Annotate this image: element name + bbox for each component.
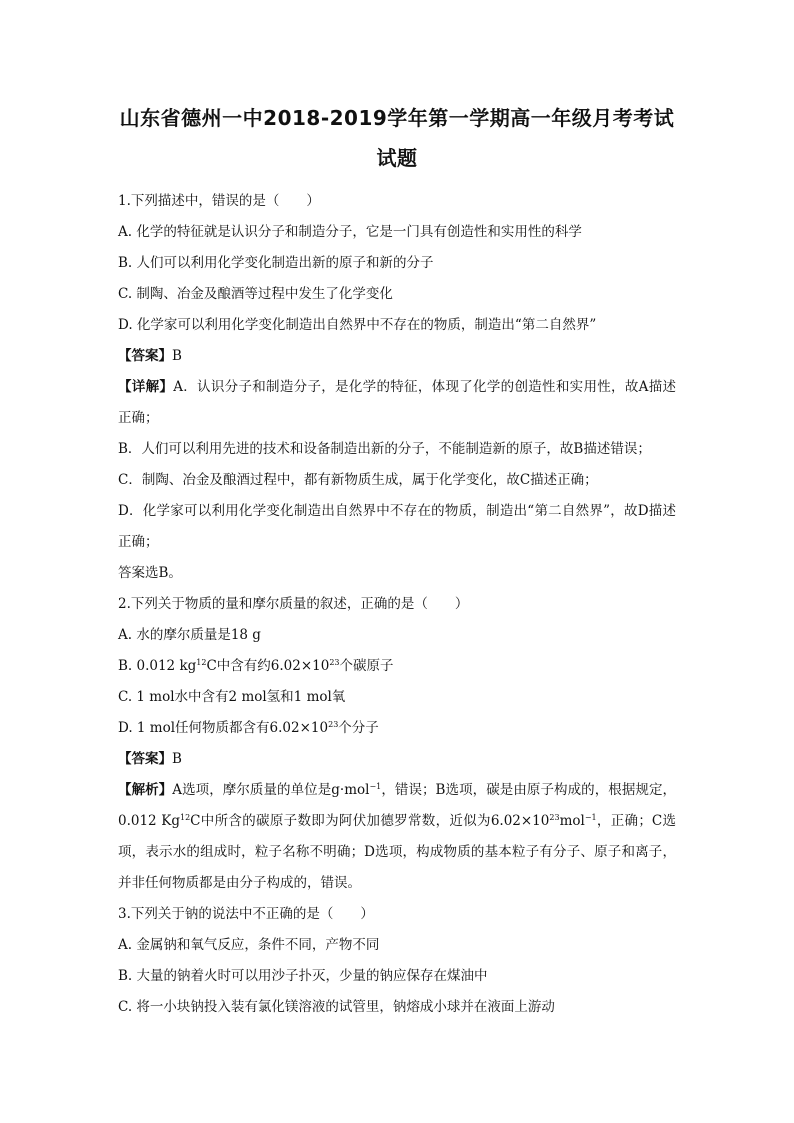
- option-a: A. 水的摩尔质量是18 g: [118, 627, 261, 643]
- analysis-part5: ，正确；C选项，表示水的组成时，粒子名称不明确；D选项，构成物质的基本粒子有分子、原子和离子，并非任何物质都是由分子构成的，错误。: [118, 813, 676, 891]
- analysis-line-a: [118, 372, 676, 434]
- question-stem: 2.下列关于物质的量和摩尔质量的叙述，正确的是（ ）: [118, 596, 469, 612]
- document-title: [118, 98, 676, 178]
- question-1: [118, 186, 676, 589]
- question-2: [118, 589, 676, 899]
- option-c: C. 1 mol水中含有2 mol氢和1 mol氧: [118, 689, 346, 705]
- analysis-conclusion: 答案选B。: [118, 565, 182, 581]
- analysis-sup4: −1: [584, 813, 597, 822]
- option-d-sup: 23: [328, 720, 339, 729]
- analysis-part2: ，错误；B选项，碳是由原子构成的，根据规定，0.012 Kg: [118, 782, 677, 829]
- option-b-part1: B. 0.012 kg: [118, 658, 197, 674]
- analysis-part4: mol: [559, 813, 585, 829]
- analysis-line-d: D．化学家可以利用化学变化制造出自然界中不存在的物质，制造出“第二自然界”，故D描述正确；: [118, 503, 676, 550]
- question-list: [118, 186, 676, 1023]
- analysis-sup3: 23: [549, 813, 560, 822]
- option-d-part1: D. 1 mol任何物质都含有6.02×10: [118, 720, 329, 736]
- option-c: C. 制陶、冶金及酿酒等过程中发生了化学变化: [118, 286, 393, 302]
- option-d: D. 化学家可以利用化学变化制造出自然界中不存在的物质，制造出“第二自然界”: [118, 317, 597, 333]
- option-c: C. 将一小块钠投入装有氯化镁溶液的试管里，钠熔成小球并在液面上游动: [118, 999, 555, 1015]
- answer-value: B: [172, 348, 182, 364]
- analysis-line-c: C．制陶、冶金及酿酒过程中，都有新物质生成，属于化学变化，故C描述正确；: [118, 472, 598, 488]
- analysis-tag: 【解析】: [118, 782, 173, 798]
- answer-value: B: [172, 751, 182, 767]
- analysis-part3: C中所含的碳原子数即为阿伏加德罗常数，近似为6.02×10: [190, 813, 550, 829]
- option-b-sup: 12: [196, 658, 207, 667]
- analysis-text: A．认识分子和制造分子，是化学的特征，体现了化学的创造性和实用性，故A描述正确；: [118, 379, 677, 426]
- analysis-part1: A选项，摩尔质量的单位是g·mol: [172, 782, 370, 798]
- analysis-sup1: −1: [369, 782, 382, 791]
- analysis-tag: 【详解】: [118, 379, 174, 395]
- analysis-paragraph: [118, 775, 676, 899]
- answer-tag: 【答案】: [118, 751, 172, 767]
- option-b: [118, 651, 676, 682]
- option-a: A. 化学的特征就是认识分子和制造分子，它是一门具有创造性和实用性的科学: [118, 224, 582, 240]
- option-b: B. 人们可以利用化学变化制造出新的原子和新的分子: [118, 255, 434, 271]
- answer-tag: 【答案】: [118, 348, 172, 364]
- question-3: [118, 899, 676, 1023]
- option-a: A. 金属钠和氧气反应，条件不同，产物不同: [118, 937, 380, 953]
- option-b-part3: 个碳原子: [339, 658, 394, 674]
- option-d: [118, 713, 676, 744]
- title-line-2: 试题: [376, 146, 418, 170]
- option-b-part2: C中含有约6.02×10: [206, 658, 330, 674]
- answer-line: [118, 744, 676, 775]
- option-b-sup2: 23: [329, 658, 340, 667]
- question-stem: 3.下列关于钠的说法中不正确的是（ ）: [118, 906, 374, 922]
- answer-line: [118, 341, 676, 372]
- analysis-sup2: 12: [179, 813, 191, 822]
- option-b: B. 大量的钠着火时可以用沙子扑灭，少量的钠应保存在煤油中: [118, 968, 488, 984]
- analysis-line-b: B．人们可以利用先进的技术和设备制造出新的分子，不能制造新的原子，故B描述错误；: [118, 441, 651, 457]
- question-stem: 1.下列描述中，错误的是（ ）: [118, 193, 320, 209]
- option-d-part2: 个分子: [338, 720, 379, 736]
- title-line-1: 山东省德州一中2018-2019学年第一学期高一年级月考考试: [119, 106, 675, 130]
